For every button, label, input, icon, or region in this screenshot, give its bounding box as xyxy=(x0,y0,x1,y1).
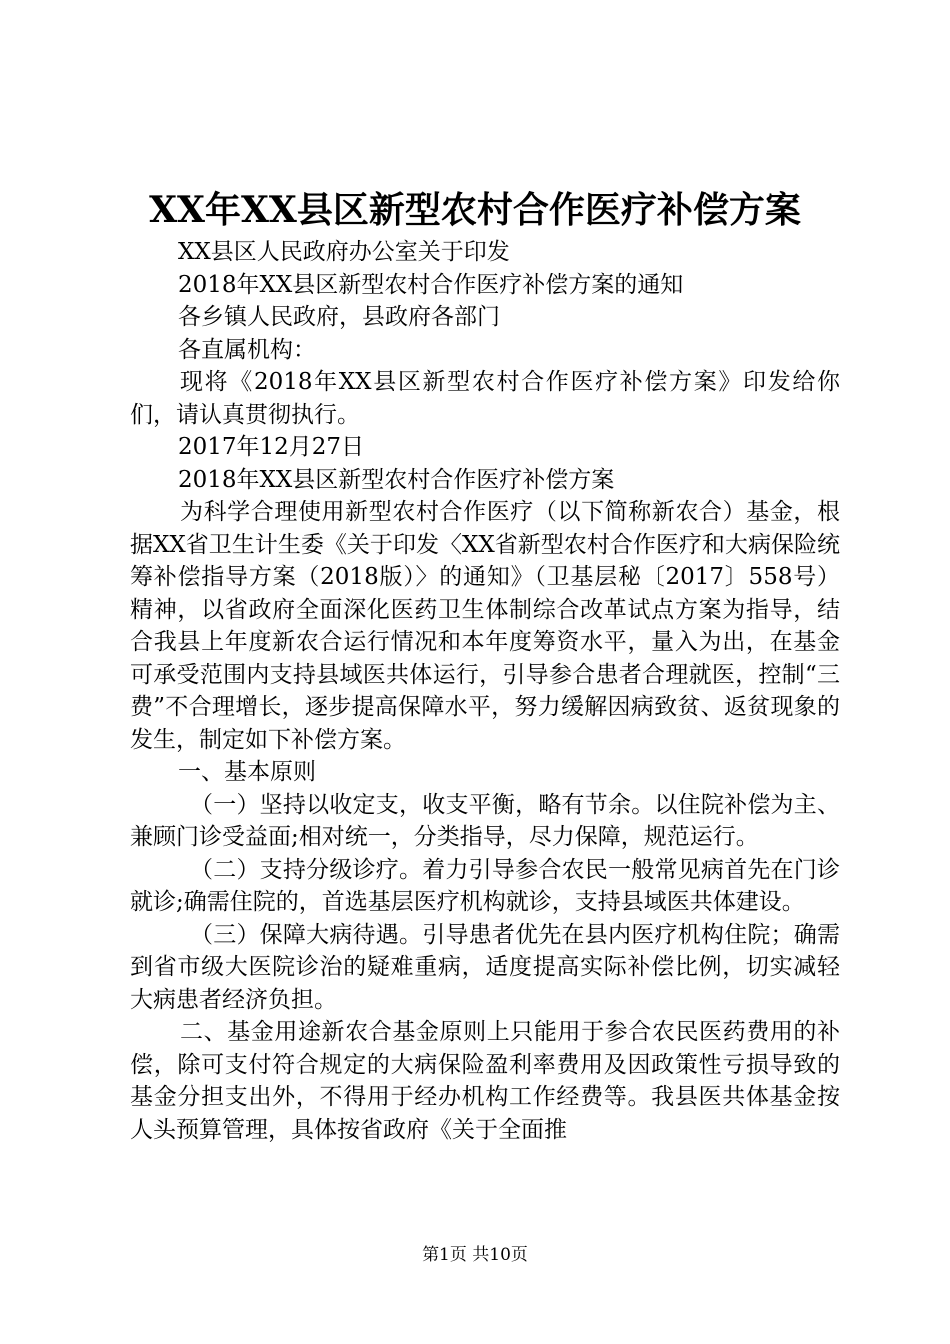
addressee-line-2: 各直属机构： xyxy=(178,336,316,363)
section-heading-1: 一、基本原则 xyxy=(178,759,316,785)
notice-header-line-1: XX县区人民政府办公室关于印发 xyxy=(178,239,510,265)
notice-header-line-2: 2018年XX县区新型农村合作医疗补偿方案的通知 xyxy=(178,271,684,298)
document-title: XX年XX县区新型农村合作医疗补偿方案 xyxy=(149,189,801,231)
notice-body: 现将《2018年XX县区新型农村合作医疗补偿方案》印发给你们，请认真贯彻执行。 xyxy=(130,369,840,428)
addressee-line-1: 各乡镇人民政府，县政府各部门 xyxy=(178,304,500,330)
section-2-paragraph: 二、基金用途新农合基金原则上只能用于参合农民医药费用的补偿，除可支付符合规定的大病保险盈利率费用及因政策性亏损导致的基金分担支出外，不得用于经办机构工作经费等。我县医共体基金按人头预算管理，具体按省政府《关于全面推 xyxy=(130,1019,840,1143)
principle-2: （二）支持分级诊疗。着力引导参合农民一般常见病首先在门诊就诊;确需住院的，首选基层医疗机构就诊，支持县域医共体建设。 xyxy=(130,856,840,915)
page-number-footer: 第1页 共10页 xyxy=(422,1245,528,1265)
intro-paragraph: 为科学合理使用新型农村合作医疗（以下简称新农合）基金，根据XX省卫生计生委《关于印发〈XX省新型农村合作医疗和大病保险统筹补偿指导方案（2018版）〉的通知》（卫基层秘〔2017〕558号）精神，以省政府全面深化医药卫生体制综合改革试点方案为指导，结合我县上年度新农合运行情况和本年度筹资水平，量入为出，在基金可承受范围内支持县域医共体运行，引导参合患者合理就医，控制“三费”不合理增长，逐步提高保障水平，努力缓解因病致贫、返贫现象的发生，制定如下补偿方案。 xyxy=(130,499,840,753)
plan-subtitle: 2018年XX县区新型农村合作医疗补偿方案 xyxy=(178,466,615,493)
notice-date: 2017年12月27日 xyxy=(178,434,365,460)
principle-3: （三）保障大病待遇。引导患者优先在县内医疗机构住院；确需到省市级大医院诊治的疑难重病，适度提高实际补偿比例，切实减轻大病患者经济负担。 xyxy=(130,921,840,1013)
principle-1: （一）坚持以收定支，收支平衡，略有节余。以住院补偿为主、兼顾门诊受益面;相对统一，分类指导，尽力保障，规范运行。 xyxy=(130,791,840,850)
document-body xyxy=(130,236,840,1146)
